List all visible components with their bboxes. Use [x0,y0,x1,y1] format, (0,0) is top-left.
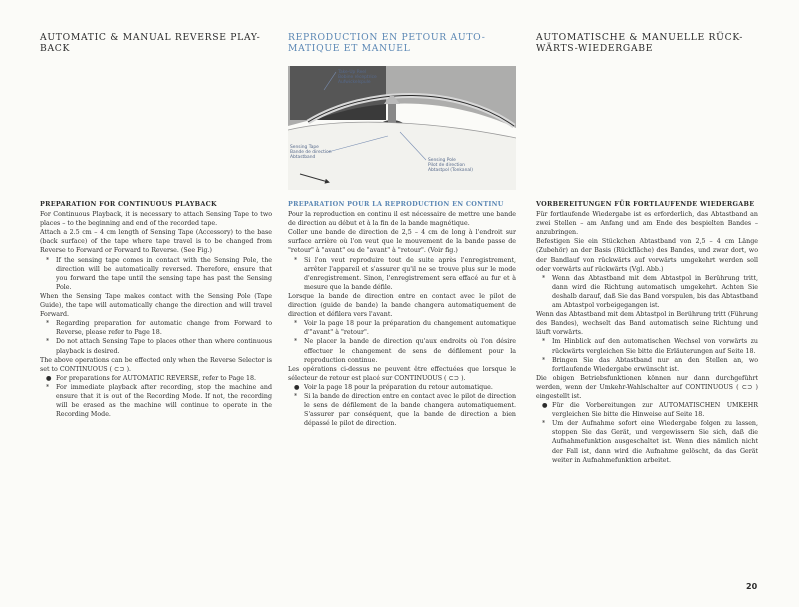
english-bullet-5: * For immediate playback after recording, stop the machine and ensure that it is out of the Recording Mode. If not, the recording will be erased as the machine will continue to operate in the Recording Mode. [46,383,272,419]
tape-path-illustration [288,66,516,190]
german-paragraph-3: Wenn das Abtastband mit dem Abtastpol in Berührung tritt (Führung des Bandes), wechselt das Band automatisch seine Richtung und läuft vorwärts. [536,311,758,337]
english-bullet-4: ● For preparations for AUTOMATIC REVERSE, refer to Page 18. [46,374,257,382]
german-title: AUTOMATISCHE & MANUELLE RÜCK-WÄRTS-WIEDERGABE [536,32,744,54]
english-bullet-2: * Regarding preparation for automatic change from Forward to Reverse, please refer to Page 18. [46,320,272,337]
label-aufwickelspule: Aufwickelspule [338,80,371,85]
french-paragraph-3: Lorsque la bande de direction entre en contact avec le pilot de direction (guide de bande) la bande changera automatiquement de direction et défilera vers l'avant. [288,292,516,319]
french-section [288,200,516,428]
french-bullet-4: ● Voir la page 18 pour la préparation du retour automatique. [294,383,493,391]
label-abtastpol: Abtastpol (Tonkanal) [428,168,473,173]
german-paragraph-1: Für fortlaufende Wiedergabe ist es erforderlich, das Abtastband an zwei Stellen – am Anfang und am Ende des bespielten Bandes – anzubringen. [536,211,758,237]
tape-path-figure [288,66,516,190]
english-paragraph-1: For Continuous Playback, it is necessary to attach Sensing Tape to two places – to the beginning and end of the recorded tape. [40,211,272,228]
english-bullet-3: * Do not attach Sensing Tape to places other than where continuous playback is desired. [46,338,272,355]
french-paragraph-4: Les opérations ci-dessus ne peuvent être effectuées que lorsque le sélecteur de retour est placé sur CONTINUOUS ( ⊂⊃ ). [288,365,516,382]
german-bullet-3: * Bringen Sie das Abtastband nur an den Stellen an, wo fortlaufende Wiedergabe erwünscht ist. [542,356,758,373]
english-title: AUTOMATIC & MANUAL REVERSE PLAY-BACK [40,32,261,54]
english-bullet-1: * If the sensing tape comes in contact with the Sensing Pole, the direction will be automatically reversed. Therefore, ensure that you forward the tape until the sensing tape has past the Sensing Pole. [46,256,272,291]
french-bullet-5: * Si la bande de direction entre en contact avec le pilot de direction le sens de défilement de la bande changera automatiquement. S'assurer par conséquent, que la bande de direction a bien dépassé le pilot de direction. [294,392,516,428]
german-bullet-1: * Wenn das Abtastband mit dem Abtastpol in Berührung tritt, dann wird die Richtung automatisch umgekehrt. Achten Sie deshalb darauf, daß Sie das Band vorspulen, bis das Abtastband am Abtastpol vorbeigegangen ist. [542,274,758,310]
french-paragraph-1: Pour la reproduction en continu il est nécessaire de mettre une bande de direction au début et à la fin de la bande magnétique. [288,211,516,228]
german-paragraph-4: Die obigen Betriebsfunktionen können nur dann durchgeführt werden, wenn der Umkehr-Wahlschalter auf CONTINUOUS ( ⊂⊃ ) eingestellt ist. [536,374,758,400]
english-section [40,200,272,419]
french-paragraph-2: Coller une bande de direction de 2,5 – 4 cm de long à l'endroit sur surface arrière où l'on veut que le mouvement de la bande passe de "retour" à "avant" ou de "avant" à "retour". (Voir fig.) [288,229,516,255]
french-title: REPRODUCTION EN PETOUR AUTO-MATIQUE ET MANUEL [288,32,486,54]
label-sensing-pole: Sensing Pole [428,158,456,163]
german-bullet-4: ● Für die Vorbereitungen zur AUTOMATISCHEN UMKEHR vergleichen Sie bitte die Hinweise auf Seite 18. [542,402,758,419]
english-heading: PREPARATION FOR CONTINUOUS PLAYBACK [40,200,217,208]
german-bullet-5: * Um der Aufnahme sofort eine Wiedergabe folgen zu lassen, stoppen Sie das Gerät, und vergewissern Sie sich, daß die Aufnahmefunktion ausgeschaltet ist. Wenn dies nämlich nicht der Fall ist, dann wird die Aufnahme gelöscht, da das Gerät weiter in Aufnahmefunktion arbeitet. [542,420,758,464]
german-section [536,200,758,465]
label-sensing-tape: Sensing Tape [290,145,319,150]
french-heading: PREPARATION POUR LA REPRODUCTION EN CONTINU [288,200,504,208]
english-paragraph-2: Attach a 2.5 cm – 4 cm length of Sensing Tape (Accessory) to the base (back surface) of the tape where tape travel is to be changed from Reverse to Forward or Forward to Reverse. (See Fig.) [40,229,272,255]
label-bobine: Bobine réceptrice [338,75,377,80]
page-number: 20 [746,582,758,591]
german-heading: VORBEREITUNGEN FÜR FORTLAUFENDE WIEDERGABE [536,200,755,208]
label-bande-direction: Bande de direction [290,150,332,155]
english-paragraph-3: When the Sensing Tape makes contact with the Sensing Pole (Tape Guide), the tape will automatically change the direction and will travel Forward. [40,292,272,319]
french-bullet-2: * Voir la page 18 pour la préparation du changement automatique d'"avant" à "retour". [294,320,516,337]
label-take-up-reel: Take-Up Reel [338,70,367,75]
english-paragraph-4: The above operations can be effected only when the Reverse Selector is set to CONTINUOUS ( ⊂⊃ ). [40,356,272,373]
german-paragraph-2: Befestigen Sie ein Stückchen Abtastband von 2,5 – 4 cm Länge (Zubehör) an der Basis (Rückfläche) des Bandes, und zwar dort, wo der Bandlauf von rückwärts auf vorwärts umgekehrt werden soll oder vorwärts auf rückwärts (Vgl. Abb.) [536,238,758,273]
label-pilot-direction: Pilot de direction [428,163,465,168]
french-bullet-3: * Ne placer la bande de direction qu'aux endroits où l'on désire effectuer le changement de sens de défilement pour la reproduction continue. [294,338,516,364]
label-abtastband: Abtastband [290,155,316,160]
french-bullet-1: * Si l'on veut reproduire tout de suite après l'enregistrement, arrêter l'appareil et s'assurer qu'il ne se trouve plus sur le mode d'enregistrement. Sinon, l'enregistrement sera effacé au fur et à mesure que la bande défile. [294,256,516,291]
german-bullet-2: * Im Hinblick auf den automatischen Wechsel von vorwärts zu rückwärts vergleichen Sie bitte die Erläuterungen auf Seite 18. [542,338,758,355]
